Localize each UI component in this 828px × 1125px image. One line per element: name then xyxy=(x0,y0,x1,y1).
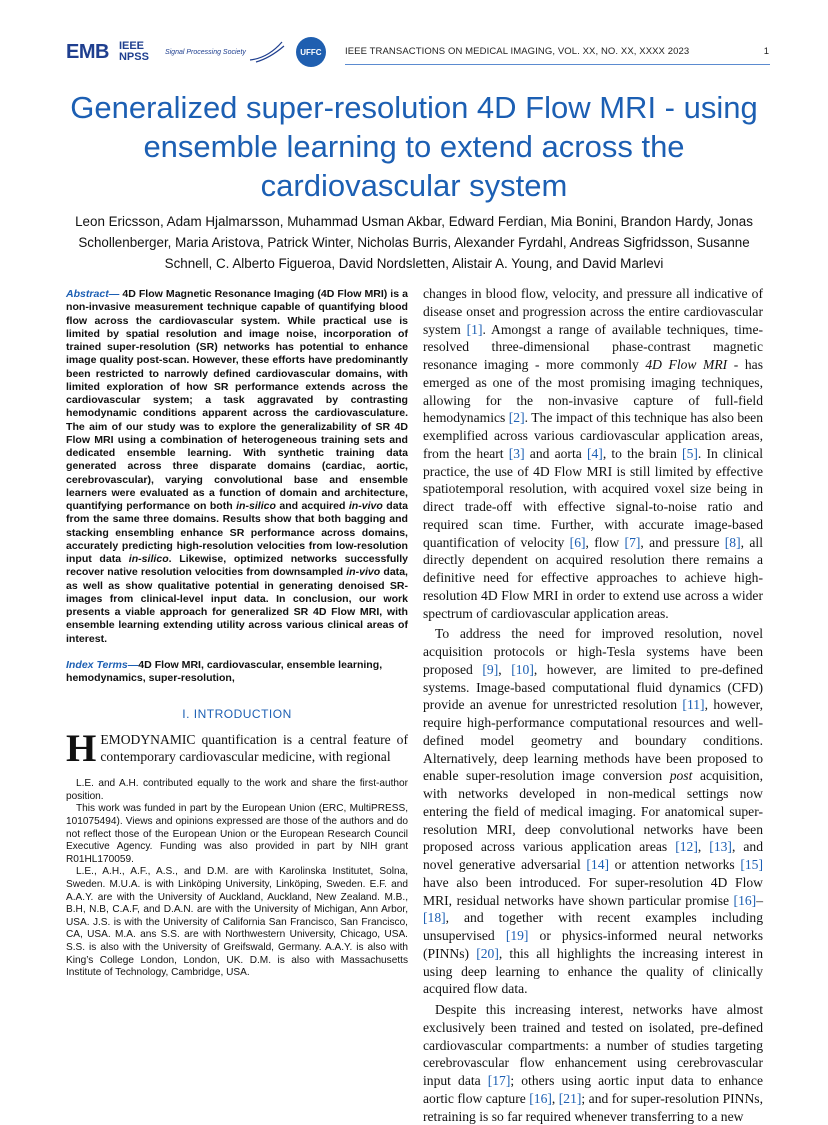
citation-link[interactable]: [5] xyxy=(682,445,698,461)
footnote: L.E., A.H., A.F., A.S., and D.M. are with Karolinska Institutet, Solna, Sweden. M.U.A. is with Linköping University, Linköping, Sweden. E.F. and A.A.Y. are with the University of Auckland, Auckland, New Zealand. M.B., B.H, N.B, C.A.F, and D.A.N. are with the University of Michigan, Ann Arbor, USA. J.S. is with the University of California San Francisco, San Francisco, CA, USA. M.A. ans S.S. are with Northwestern University, Chicago, USA. S.S. is also with the University of Greifswald, Germany. A.A.Y. is also with King’s College London, London, UK. D.M. is also with Massachusetts Institute of Technology, Cambridge, USA. xyxy=(66,866,408,979)
author-list: Leon Ericsson, Adam Hjalmarsson, Muhammad Usman Akbar, Edward Ferdian, Mia Bonini, Brandon Hardy, Jonas Schollenberger, Maria Aristova, Patrick Winter, Nicholas Burris, Alexander Fyrdahl, Andreas Sigfridsson, Susanne Schnell, C. Alberto Figueroa, David Nordsletten, Alistair A. Young, and David Marlevi xyxy=(75,214,753,271)
abstract-text-1: 4D Flow Magnetic Resonance Imaging (4D Flow MRI) is a non-invasive measurement technique capable of quantifying blood flow across the cardiovascular system. While practical use is limited by spatial resolution and image noise, incorporation of trained super-resolution (SR) networks has potential to enhance image quality post-scan. However, these efforts have predominantly been restricted to narrowly defined cardiovascular domains, with limited exploration of how SR performance extends across the cardiovascular system; a task aggravated by contrasting hemodynamic conditions apparent across the cardiovasculature. The aim of our study was to explore the generalizability of SR 4D Flow MRI using a combination of heterogeneous training sets and dedicated ensemble learning. With synthetic training data generated across three disparate domains (cardiac, aortic, cerebrovascular), varying convolutional base and ensemble learners were evaluated as a function of domain and architecture, quantifying performance on both xyxy=(66,288,408,512)
footnote: This work was funded in part by the European Union (ERC, MultiPRESS, 101075494). Views and opinions expressed are those of the authors and do not reflect those of the European Union or the European Research Council Executive Agency. Funding was also provided in part by NIH grant R01HL170059. xyxy=(66,803,408,865)
npss-logo: IEEE NPSS xyxy=(118,40,149,63)
intro-text: EMODYNAMIC quantification is a central feature of contemporary cardiovascular medicine, with regional xyxy=(100,732,408,765)
text: , and together with recent examples including unsupervised xyxy=(423,910,763,943)
publisher-logos xyxy=(66,34,326,70)
text: , xyxy=(551,1090,559,1106)
abstract-em-3: in-silico xyxy=(128,553,169,565)
abstract-text-5: data, as well as show qualitative potential in generating denoised SR-images from clinical-level input data. In conclusion, our work presents a viable approach for generalized SR 4D Flow MRI, with ensemble learning extending utility across various clinical areas of interest. xyxy=(66,566,408,645)
abstract-text-4: . Likewise, optimized networks successfully recover native resolution velocities from downsampled xyxy=(66,553,408,579)
text: , this all highlights the increasing interest in using deep learning to enhance the quality of clinically acquired flow data. xyxy=(423,945,763,997)
emb-logo: EMB xyxy=(66,40,109,63)
citation-link[interactable]: [21] xyxy=(558,1090,582,1106)
text: ; others using aortic input data to enhance aortic flow capture xyxy=(423,1073,763,1106)
citation-link[interactable]: [8] xyxy=(724,534,741,550)
text: To address the need for improved resolution, novel acquisition protocols or high-Tesla systems have been proposed xyxy=(423,626,763,677)
abstract-em-1: in-silico xyxy=(236,500,276,512)
text: , and pressure xyxy=(640,534,725,550)
right-column xyxy=(423,285,763,1125)
paper-title: Generalized super-resolution 4D Flow MRI - using ensemble learning to extend across the cardiovascular system xyxy=(70,90,758,203)
footnotes xyxy=(66,778,408,980)
text-emphasis: post xyxy=(669,768,693,784)
text: have also been introduced. For super-resolution 4D Flow MRI, residual networks have shown particular promise xyxy=(423,874,763,908)
text: , to the brain xyxy=(602,445,683,461)
text: or attention networks xyxy=(609,857,741,872)
text: . The impact of this technique has also been exemplified across various cardiovascular application areas, from the heart xyxy=(423,410,764,461)
citation-link[interactable]: [2] xyxy=(508,410,525,426)
citation-link[interactable]: [4] xyxy=(586,445,603,461)
citation-link[interactable]: [13] xyxy=(709,839,732,855)
text: and aorta xyxy=(524,445,587,461)
abstract xyxy=(66,288,408,646)
index-terms-label: Index Terms— xyxy=(66,658,139,671)
citation-link[interactable]: [16] xyxy=(733,892,757,908)
body-paragraph-1 xyxy=(423,285,763,622)
citation-link[interactable]: [17] xyxy=(487,1073,511,1088)
text: , flow xyxy=(585,534,625,550)
text: . Amongst a range of available techniques, time-resolved three-dimensional phase-contrast magnetic resonance imaging - more commonly xyxy=(423,321,763,372)
citation-link[interactable]: [20] xyxy=(476,945,499,961)
abstract-label: Abstract— xyxy=(66,288,120,300)
text: . In clinical practice, the use of 4D Flow MRI is still limited by effective spatiotemporal resolution, with acquired voxel size being in direct trade-off with effective signal-to-noise ratio and required scan time. Further, with accurate image-based quantification of velocity xyxy=(423,445,763,550)
left-column xyxy=(66,288,408,980)
index-terms xyxy=(66,659,408,686)
abstract-em-2: in-vivo xyxy=(348,500,383,512)
citation-link[interactable]: [14] xyxy=(586,857,610,872)
body-paragraph-3 xyxy=(423,1001,763,1125)
text: , xyxy=(697,839,710,855)
abstract-text-2: and acquired xyxy=(275,500,349,512)
text: Despite this increasing interest, networks have almost exclusively been trained and tested on isolated, pre-defined cardiovascular compartments: a number of studies targeting cerebrovascular flow enhancement using cerebrovascular input data xyxy=(423,1002,763,1088)
abstract-text-3: data from the same three domains. Results show that both bagging and stacking ensembling enhance SR performance across domains, accurately predicting high-resolution velocities from low-resolution input data xyxy=(66,500,408,565)
citation-link[interactable]: [1] xyxy=(466,321,483,337)
uffc-logo: UFFC xyxy=(296,37,326,67)
journal-name: IEEE TRANSACTIONS ON MEDICAL IMAGING, VOL. XX, NO. XX, XXXX 2023 xyxy=(345,46,690,57)
text: ; and for super-resolution PINNs, retraining is so far required whenever transferring to a new xyxy=(423,1090,763,1124)
section-heading: I. INTRODUCTION xyxy=(182,707,292,722)
citation-link[interactable]: [16] xyxy=(529,1090,552,1106)
text: acquisition, with networks developed in non-medical settings now entering the field of medical imaging. For anatomical super-resolution MRI, deep convolutional networks have been proposed across various application areas xyxy=(423,768,763,855)
text: , however, require high-performance computational resources and well-defined model geometry and boundary conditions. Alternatively, deep learning methods have been proposed to enable super-resolution image conversion xyxy=(423,697,763,784)
citation-link[interactable]: [6] xyxy=(569,534,586,550)
citation-link[interactable]: [12] xyxy=(675,839,698,855)
citation-link[interactable]: [7] xyxy=(624,534,641,550)
text: , all directly dependent on acquired resolution there remains a definitive need for effective approaches to achieve high-resolution 4D Flow MRI in order to extend use across a wider spectrum of cardiovascular application areas. xyxy=(423,534,763,621)
abstract-em-4: in-vivo xyxy=(346,566,381,579)
text-emphasis: 4D Flow MRI xyxy=(645,357,728,372)
text: - has emerged as one of the most promising imaging techniques, allowing for the non-invasive capture of full-field hemodynamics xyxy=(423,357,763,426)
footnote: L.E. and A.H. contributed equally to the work and share the first-author position. xyxy=(66,778,408,802)
text: , and novel generative adversarial xyxy=(423,839,763,872)
page-number: 1 xyxy=(763,46,769,57)
citation-link[interactable]: [9] xyxy=(482,661,499,677)
citation-link[interactable]: [10] xyxy=(511,661,534,677)
index-terms-text: 4D Flow MRI, cardiovascular, ensemble learning, hemodynamics, super-resolution, xyxy=(66,658,383,684)
text: changes in blood flow, velocity, and pressure all indicative of disease onset and progression across the entire cardiovascular system xyxy=(423,286,763,337)
drop-cap: H xyxy=(66,727,97,771)
citation-link[interactable]: [11] xyxy=(682,697,705,713)
text: – xyxy=(756,892,763,908)
sps-logo xyxy=(165,40,286,64)
citation-link[interactable]: [19] xyxy=(505,928,529,943)
intro-paragraph xyxy=(66,727,408,771)
citation-link[interactable]: [3] xyxy=(508,445,525,461)
text: , however, are limited to pre-defined systems. Image-based computational fluid dynamics (CFD) provide an avenue for unrestricted resolution xyxy=(423,661,763,713)
header-rule xyxy=(345,64,770,65)
sps-swoosh-icon xyxy=(248,40,286,64)
citation-link[interactable]: [15] xyxy=(740,857,763,872)
text: or physics-informed neural networks (PINNs) xyxy=(423,928,763,961)
sps-logo-text: Signal Processing Society xyxy=(164,48,246,56)
text: , xyxy=(498,661,512,677)
page-header xyxy=(0,30,828,76)
citation-link[interactable]: [18] xyxy=(423,910,446,926)
body-paragraph-2 xyxy=(423,625,763,998)
